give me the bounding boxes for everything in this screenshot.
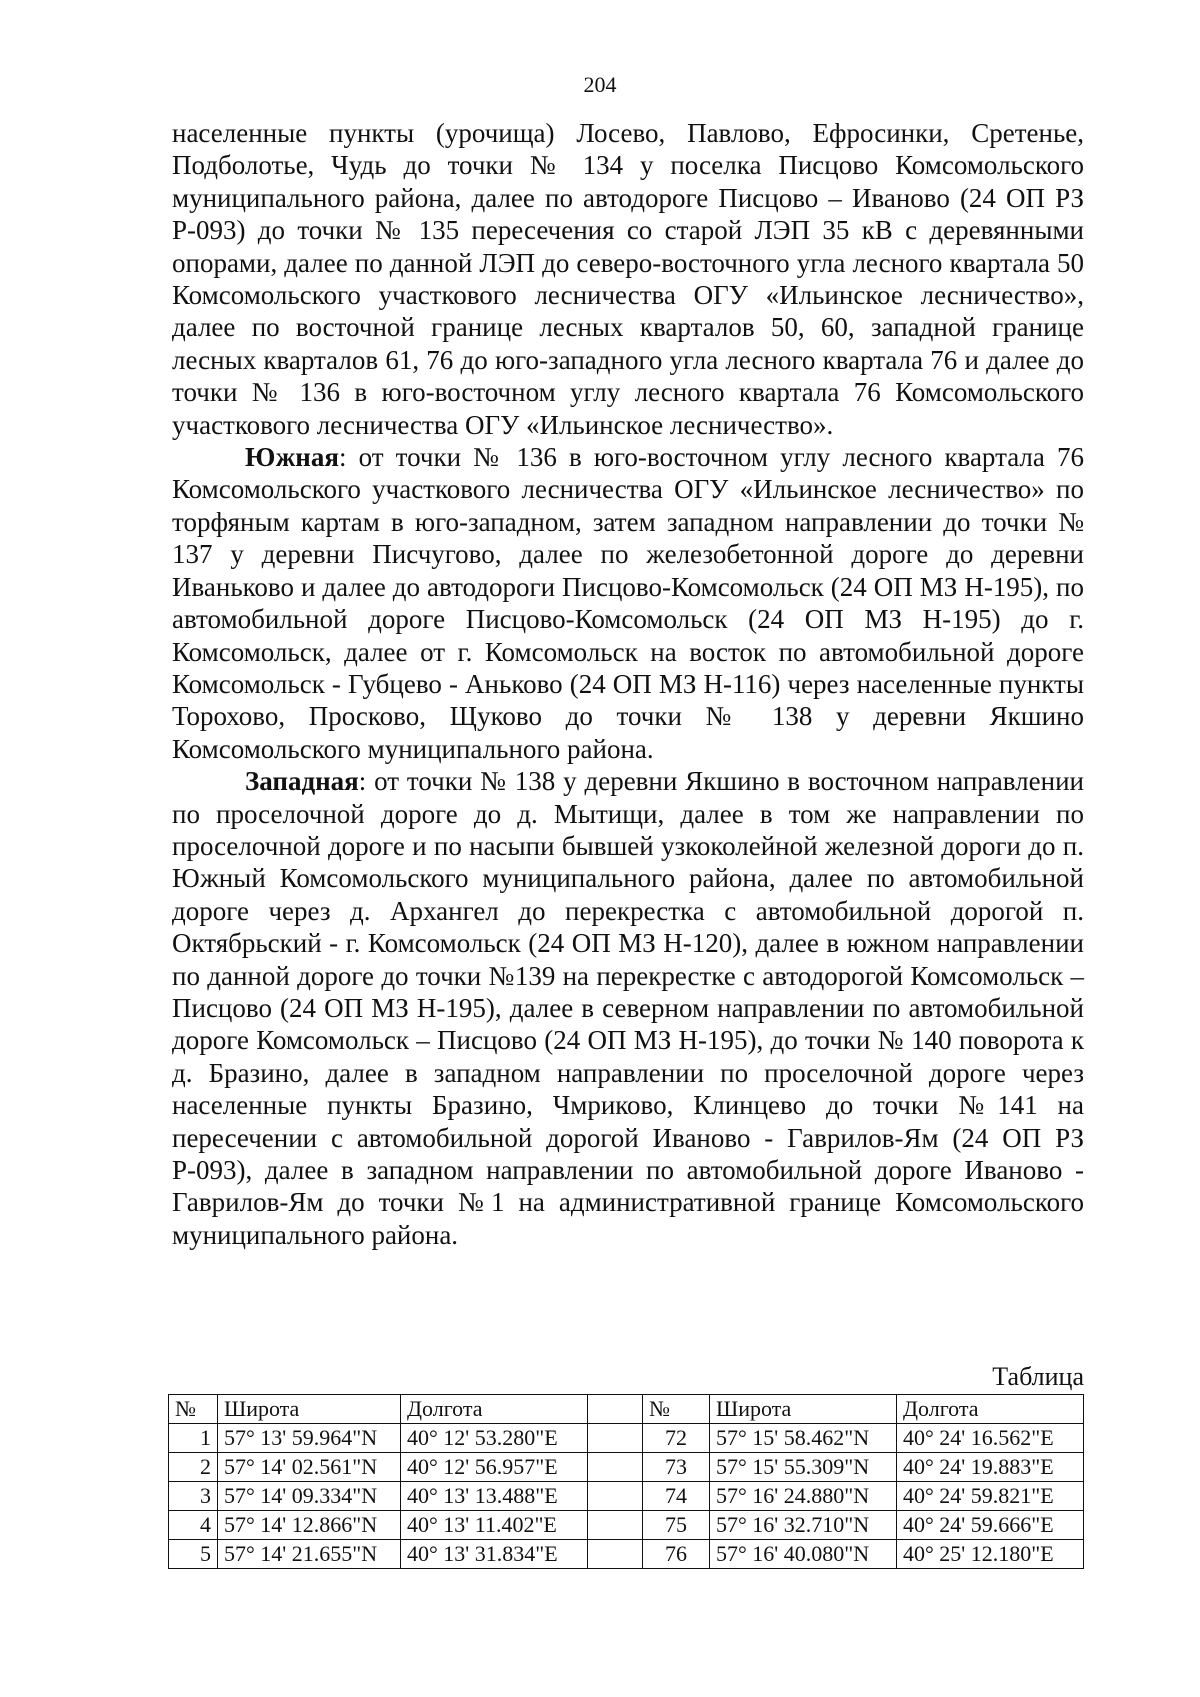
cell-gap — [588, 1511, 643, 1540]
coordinates-table — [168, 1394, 1084, 1569]
table-row — [169, 1424, 1084, 1453]
cell-latitude: 57° 15' 55.309"N — [710, 1453, 897, 1482]
paragraph-heading-south: Южная — [245, 442, 339, 473]
header-longitude-left: Долгота — [401, 1395, 588, 1424]
cell-gap — [588, 1540, 643, 1569]
paragraph-separator: : — [358, 766, 367, 797]
paragraph-text: от точки № 138 у деревни Якшино в восточном направлении по проселочной дороге до д. Мытищи, далее в том же направлении по проселочной дороге и по насыпи бывшей узкоколейной железной дороги до п. Южный Комсомольского муниципального района, далее по автомобильной дороге через д. Архангел до перекрестка с автомобильной дорогой п. Октябрьский - г. Комсомольск (24 ОП МЗ Н-120), далее в южном направлении по данной дороге до точки №139 на перекрестке с автодорогой Комсомольск – Писцово (24 ОП МЗ Н-195), далее в северном направлении по автомобильной дороге Комсомольск – Писцово (24 ОП МЗ Н-195), до точки № 140 поворота к д. Бразино, далее в западном направлении по проселочной дороге через населенные пункты Бразино, Чмриково, Клинцево до точки №141 на пересечении с автомобильной дорогой Иваново - Гаврилов-Ям (24 ОП РЗ Р-093), далее в западном направлении по автомобильной дороге Иваново - Гаврилов-Ям до точки №1 на административной границе Комсомольского муниципального района. — [172, 766, 1084, 1250]
table-row — [169, 1540, 1084, 1569]
paragraph-continuation — [172, 117, 1084, 441]
cell-number: 4 — [169, 1511, 218, 1540]
cell-longitude: 40° 12' 56.957"E — [401, 1453, 588, 1482]
header-latitude-right: Широта — [710, 1395, 897, 1424]
cell-latitude: 57° 16' 32.710"N — [710, 1511, 897, 1540]
cell-latitude: 57° 14' 21.655"N — [218, 1540, 401, 1569]
table-row — [169, 1453, 1084, 1482]
cell-number: 5 — [169, 1540, 218, 1569]
cell-latitude: 57° 15' 58.462"N — [710, 1424, 897, 1453]
table-header-row — [169, 1395, 1084, 1424]
cell-longitude: 40° 24' 59.821"E — [897, 1482, 1084, 1511]
header-number-left: № — [169, 1395, 218, 1424]
body-text — [172, 117, 1084, 1251]
header-gap — [588, 1395, 643, 1424]
cell-gap — [588, 1482, 643, 1511]
cell-longitude: 40° 13' 11.402"E — [401, 1511, 588, 1540]
cell-latitude: 57° 16' 40.080"N — [710, 1540, 897, 1569]
paragraph-text: населенные пункты (урочища) Лосево, Павлово, Ефросинки, Сретенье, Подболотье, Чудь до точки № 134 у поселка Писцово Комсомольского муниципального района, далее по автодороге Писцово – Иваново (24 ОП РЗ Р-093) до точки № 135 пересечения со старой ЛЭП 35 кВ с деревянными опорами, далее по данной ЛЭП до северо-восточного угла лесного квартала 50 Комсомольского участкового лесничества ОГУ «Ильинское лесничество», далее по восточной границе лесных кварталов 50, 60, западной границе лесных кварталов 61, 76 до юго-западного угла лесного квартала 76 и далее до точки № 136 в юго-восточном углу лесного квартала 76 Комсомольского участкового лесничества ОГУ «Ильинское лесничество». — [172, 118, 1084, 440]
table-row — [169, 1482, 1084, 1511]
cell-number: 75 — [643, 1511, 710, 1540]
cell-longitude: 40° 24' 59.666"E — [897, 1511, 1084, 1540]
paragraph-separator: : — [338, 442, 347, 473]
cell-latitude: 57° 14' 12.866"N — [218, 1511, 401, 1540]
cell-number: 74 — [643, 1482, 710, 1511]
header-number-right: № — [643, 1395, 710, 1424]
cell-number: 73 — [643, 1453, 710, 1482]
paragraph-heading-west: Западная — [245, 766, 359, 797]
paragraph-text: от точки № 136 в юго-восточном углу лесного квартала 76 Комсомольского участкового лесничества ОГУ «Ильинское лесничество» по торфяным картам в юго-западном, затем западном направлении до точки № 137 у деревни Писчугово, далее по железобетонной дороге до деревни Иваньково и далее до автодороги Писцово-Комсомольск (24 ОП МЗ Н-195), по автомобильной дороге Писцово-Комсомольск (24 ОП МЗ Н-195) до г. Комсомольск, далее от г. Комсомольск на восток по автомобильной дороге Комсомольск - Губцево - Аньково (24 ОП МЗ Н-116) через населенные пункты Торохово, Просково, Щуково до точки № 138 у деревни Якшино Комсомольского муниципального района. — [172, 442, 1084, 764]
cell-number: 2 — [169, 1453, 218, 1482]
cell-gap — [588, 1453, 643, 1482]
cell-longitude: 40° 13' 13.488"E — [401, 1482, 588, 1511]
cell-latitude: 57° 13' 59.964"N — [218, 1424, 401, 1453]
cell-longitude: 40° 24' 19.883"E — [897, 1453, 1084, 1482]
cell-gap — [588, 1424, 643, 1453]
cell-latitude: 57° 14' 02.561"N — [218, 1453, 401, 1482]
cell-longitude: 40° 12' 53.280"E — [401, 1424, 588, 1453]
paragraph-south — [172, 441, 1084, 765]
cell-number: 72 — [643, 1424, 710, 1453]
header-latitude-left: Широта — [218, 1395, 401, 1424]
cell-number: 1 — [169, 1424, 218, 1453]
header-longitude-right: Долгота — [897, 1395, 1084, 1424]
table-row — [169, 1511, 1084, 1540]
cell-number: 3 — [169, 1482, 218, 1511]
cell-number: 76 — [643, 1540, 710, 1569]
cell-longitude: 40° 13' 31.834"E — [401, 1540, 588, 1569]
cell-latitude: 57° 16' 24.880"N — [710, 1482, 897, 1511]
paragraph-west — [172, 765, 1084, 1251]
cell-longitude: 40° 24' 16.562"E — [897, 1424, 1084, 1453]
cell-longitude: 40° 25' 12.180"E — [897, 1540, 1084, 1569]
page-number: 204 — [583, 72, 617, 97]
table-caption: Таблица — [992, 1362, 1084, 1391]
cell-latitude: 57° 14' 09.334"N — [218, 1482, 401, 1511]
